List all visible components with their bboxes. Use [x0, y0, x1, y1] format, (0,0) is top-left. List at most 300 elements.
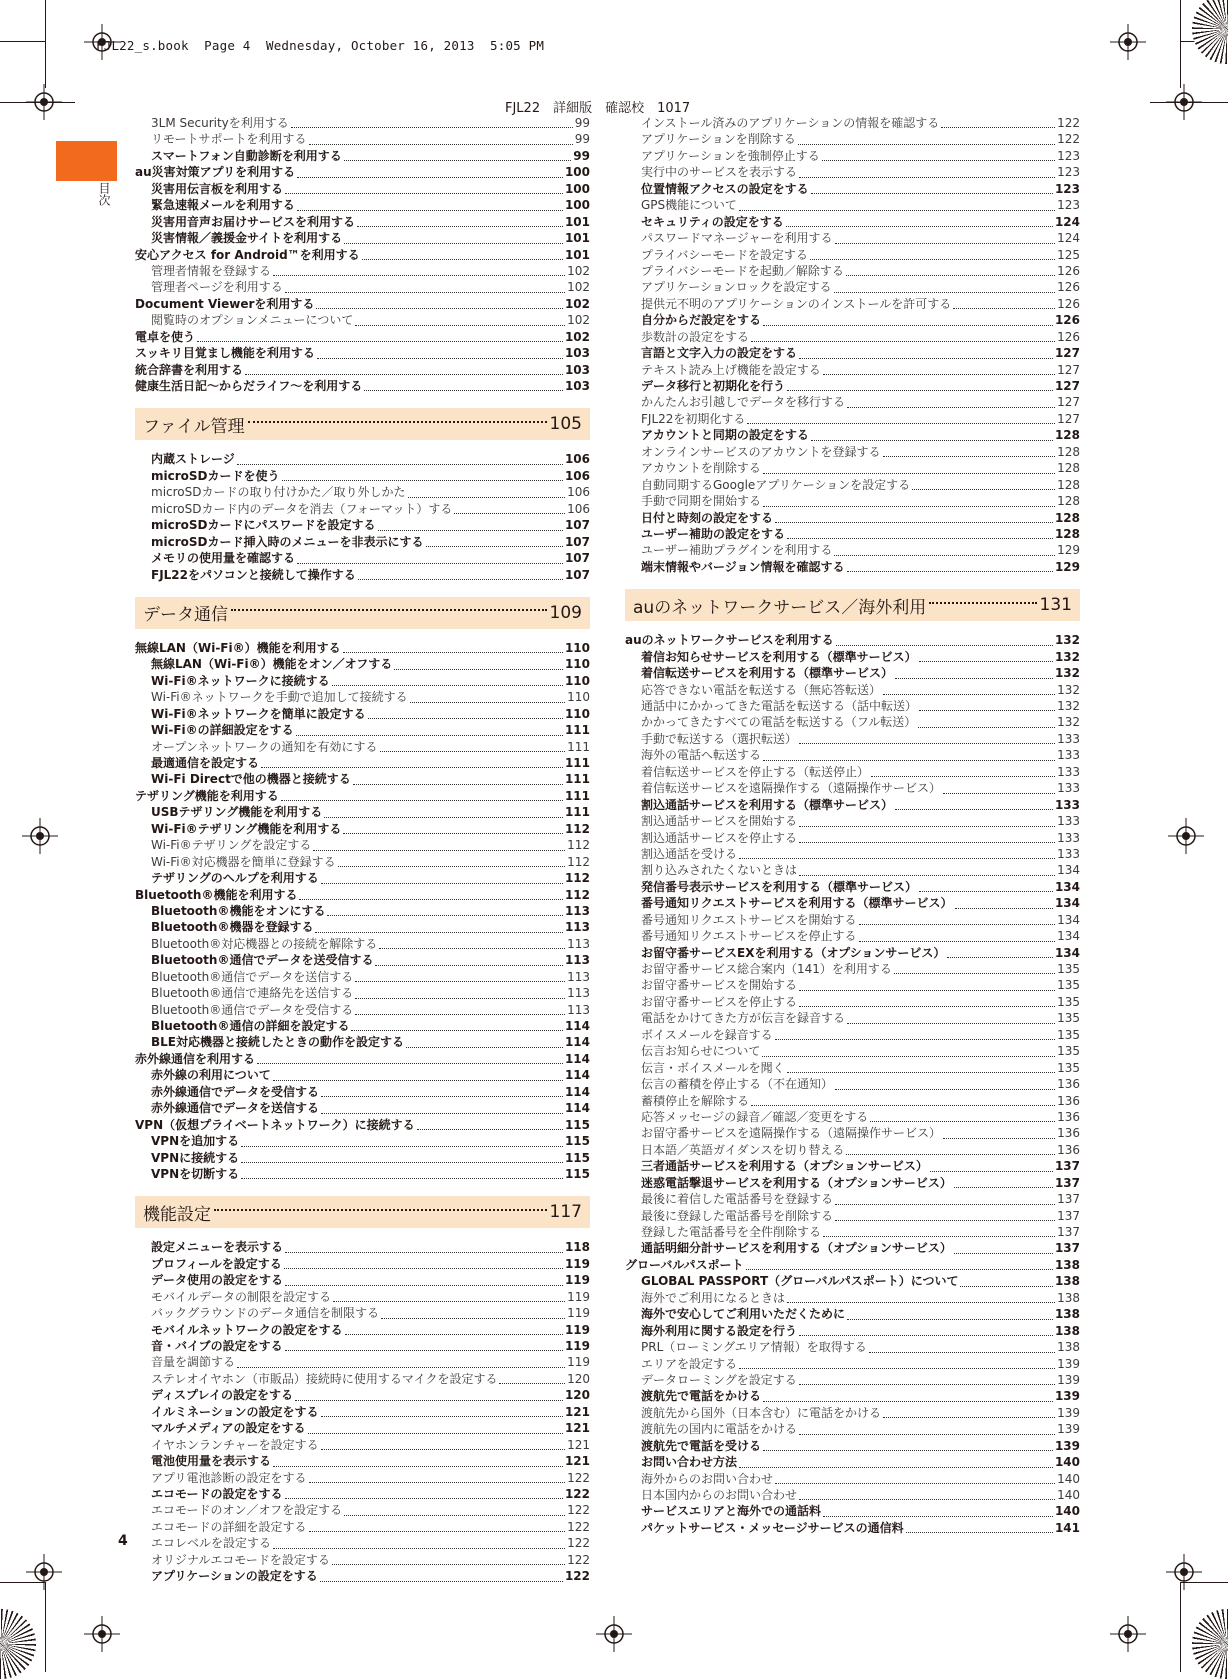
toc-entry-page: 138 — [1054, 1274, 1080, 1289]
toc-entry[interactable] — [625, 1208, 1080, 1224]
dot-leader — [835, 1204, 1055, 1205]
toc-entry[interactable] — [625, 197, 1080, 213]
toc-entry-page: 132 — [1057, 715, 1080, 730]
toc-entry-page: 118 — [564, 1240, 590, 1255]
dot-leader — [953, 308, 1055, 309]
toc-entry-title: 自動同期するGoogleアプリケーションを設定する — [641, 477, 911, 492]
toc-entry[interactable] — [135, 279, 590, 295]
dot-leader — [324, 817, 563, 818]
toc-entry-page: 124 — [1057, 231, 1080, 246]
toc-entry[interactable] — [135, 1051, 590, 1067]
toc-entry-title: 電池使用量を表示する — [151, 1454, 272, 1469]
toc-entry-title: 最適通信を設定する — [151, 756, 260, 770]
toc-entry-title: Document Viewerを利用する — [135, 296, 315, 311]
toc-entry-page: 106 — [567, 485, 590, 500]
toc-entry[interactable] — [135, 952, 590, 968]
toc-entry-page: 135 — [1057, 962, 1080, 976]
toc-entry[interactable] — [625, 1224, 1080, 1240]
toc-entry-title: アプリケーションを強制停止する — [641, 148, 820, 163]
toc-entry[interactable] — [625, 444, 1080, 460]
toc-entry[interactable] — [625, 1043, 1080, 1059]
toc-entry[interactable] — [625, 1010, 1080, 1026]
toc-entry[interactable] — [135, 1289, 590, 1305]
dot-leader — [378, 530, 563, 531]
dot-leader — [883, 1417, 1055, 1418]
toc-entry-page: 100 — [564, 165, 590, 180]
toc-entry[interactable] — [135, 378, 590, 394]
toc-entry[interactable] — [625, 1323, 1080, 1339]
toc-entry-title: ステレオイヤホン（市販品）接続時に使用するマイクを設定する — [151, 1371, 498, 1386]
toc-entry[interactable] — [625, 1421, 1080, 1437]
dot-leader — [883, 456, 1056, 457]
toc-entry[interactable] — [625, 1060, 1080, 1076]
toc-entry-title: BLE対応機器と接続したときの動作を設定する — [151, 1035, 404, 1050]
toc-entry-page: 107 — [564, 534, 590, 549]
dot-leader — [746, 1269, 1053, 1270]
toc-entry[interactable] — [625, 378, 1080, 394]
toc-entry[interactable] — [625, 665, 1080, 681]
section-page: 131 — [1039, 595, 1072, 616]
toc-entry-page: 119 — [564, 1256, 590, 1271]
toc-entry[interactable] — [625, 1109, 1080, 1125]
toc-entry[interactable] — [625, 862, 1080, 878]
toc-entry[interactable] — [135, 919, 590, 935]
toc-entry-page: 115 — [564, 1150, 590, 1165]
toc-entry-page: 128 — [1054, 428, 1080, 443]
toc-entry-title: 渡航先の国内に電話をかける — [641, 1422, 798, 1437]
toc-entry[interactable] — [135, 148, 590, 164]
dot-leader — [870, 1121, 1055, 1122]
toc-entry-title: 応答メッセージの録音／確認／変更をする — [641, 1109, 869, 1124]
toc-entry[interactable] — [625, 945, 1080, 961]
toc-entry-page: 110 — [564, 673, 590, 688]
toc-entry-title: 無線LAN（Wi-Fi®）機能をオン／オフする — [151, 657, 393, 672]
section-heading — [135, 597, 590, 629]
toc-entry[interactable] — [135, 1239, 590, 1255]
dot-leader — [859, 924, 1056, 925]
toc-entry[interactable] — [625, 510, 1080, 526]
toc-entry-page: 101 — [564, 231, 590, 246]
toc-entry-page: 119 — [567, 1289, 590, 1304]
toc-entry[interactable] — [625, 345, 1080, 361]
toc-entry[interactable] — [625, 148, 1080, 164]
toc-entry-title: スマートフォン自動診断を利用する — [151, 148, 342, 163]
toc-entry[interactable] — [625, 797, 1080, 813]
toc-entry-title: 無線LAN（Wi-Fi®）機能を利用する — [135, 640, 341, 655]
toc-entry-title: au災害対策アプリを利用する — [135, 165, 296, 180]
toc-entry[interactable] — [625, 632, 1080, 648]
toc-entry[interactable] — [135, 329, 590, 345]
toc-entry[interactable] — [625, 994, 1080, 1010]
toc-entry[interactable] — [135, 706, 590, 722]
dot-leader — [835, 1089, 1055, 1090]
toc-entry[interactable] — [625, 1240, 1080, 1256]
toc-entry[interactable] — [625, 830, 1080, 846]
toc-entry[interactable] — [135, 1034, 590, 1050]
toc-entry[interactable] — [625, 1356, 1080, 1372]
toc-entry[interactable] — [625, 263, 1080, 279]
toc-entry-page: 115 — [564, 1117, 590, 1132]
toc-entry[interactable] — [135, 722, 590, 738]
toc-entry[interactable] — [625, 747, 1080, 763]
toc-entry[interactable] — [625, 115, 1080, 131]
toc-entry[interactable] — [625, 526, 1080, 542]
toc-entry-page: 126 — [1057, 263, 1080, 278]
toc-entry[interactable] — [135, 1100, 590, 1116]
toc-entry[interactable] — [625, 895, 1080, 911]
toc-entry[interactable] — [135, 1420, 590, 1436]
toc-entry[interactable] — [625, 682, 1080, 698]
toc-entry[interactable] — [625, 542, 1080, 558]
toc-entry[interactable] — [625, 846, 1080, 862]
dot-leader — [231, 609, 547, 611]
dot-leader — [895, 678, 1053, 679]
toc-entry[interactable] — [135, 1117, 590, 1133]
toc-entry[interactable] — [135, 640, 590, 656]
dot-leader — [355, 325, 565, 326]
toc-entry-page: 121 — [564, 1454, 590, 1469]
toc-entry[interactable] — [625, 912, 1080, 928]
dot-leader — [919, 891, 1053, 892]
dot-leader — [379, 948, 565, 949]
dot-leader — [241, 1162, 563, 1163]
toc-entry-title: 災害情報／義援金サイトを利用する — [151, 231, 343, 246]
dot-leader — [410, 702, 565, 703]
toc-entry[interactable] — [135, 181, 590, 197]
toc-entry-page: 127 — [1057, 411, 1080, 426]
dot-leader — [947, 957, 1053, 958]
toc-entry[interactable] — [135, 870, 590, 886]
toc-entry[interactable] — [625, 813, 1080, 829]
toc-entry[interactable] — [135, 1256, 590, 1272]
toc-entry-page: 120 — [564, 1388, 590, 1403]
toc-entry[interactable] — [625, 1257, 1080, 1273]
toc-entry[interactable] — [135, 985, 590, 1001]
toc-entry[interactable] — [135, 1166, 590, 1182]
dot-leader — [381, 1318, 565, 1319]
toc-entry[interactable] — [625, 493, 1080, 509]
toc-entry-page: 121 — [564, 1421, 590, 1436]
toc-entry[interactable] — [135, 567, 590, 583]
toc-entry[interactable] — [625, 1339, 1080, 1355]
toc-entry[interactable] — [625, 1142, 1080, 1158]
dot-leader — [333, 1301, 565, 1302]
toc-entry-page: 115 — [564, 1134, 590, 1149]
toc-entry-title: 位置情報アクセスの設定をする — [641, 181, 809, 196]
toc-entry[interactable] — [625, 181, 1080, 197]
toc-entry[interactable] — [625, 977, 1080, 993]
toc-entry[interactable] — [135, 1322, 590, 1338]
toc-entry[interactable] — [625, 1093, 1080, 1109]
toc-entry[interactable] — [135, 1133, 590, 1149]
toc-entry[interactable] — [625, 1520, 1080, 1536]
toc-entry-title: かかってきたすべての電話を転送する（フル転送） — [641, 715, 917, 730]
toc-entry-title: お留守番サービスを遠隔操作する（遠隔操作サービス） — [641, 1126, 942, 1141]
toc-entry[interactable] — [625, 714, 1080, 730]
dot-leader — [930, 1171, 1053, 1172]
toc-entry[interactable] — [135, 345, 590, 361]
dot-leader — [943, 1138, 1055, 1139]
toc-entry[interactable] — [135, 164, 590, 180]
dot-leader — [417, 1129, 563, 1130]
toc-entry[interactable] — [135, 1453, 590, 1469]
toc-entry[interactable] — [135, 1272, 590, 1288]
toc-entry[interactable] — [625, 1405, 1080, 1421]
toc-entry-page: 132 — [1054, 666, 1080, 681]
toc-entry[interactable] — [135, 788, 590, 804]
toc-entry-page: 119 — [564, 1322, 590, 1337]
toc-entry-page: 103 — [564, 346, 590, 361]
toc-entry-page: 114 — [564, 1101, 590, 1116]
toc-entry[interactable] — [625, 460, 1080, 476]
dot-leader — [351, 1030, 562, 1031]
toc-entry[interactable] — [625, 698, 1080, 714]
toc-entry-page: 122 — [567, 1470, 590, 1485]
toc-entry-page: 103 — [564, 379, 590, 393]
toc-entry-page: 113 — [567, 936, 590, 951]
toc-entry-title: 海外で安心してご利用いただくために — [641, 1307, 846, 1322]
toc-entry-title: スッキリ目覚まし機能を利用する — [135, 346, 315, 361]
toc-entry-title: Bluetooth®対応機器との接続を解除する — [151, 936, 378, 951]
toc-entry[interactable] — [135, 214, 590, 230]
toc-entry[interactable] — [625, 764, 1080, 780]
toc-entry[interactable] — [135, 1018, 590, 1034]
toc-entry[interactable] — [135, 1502, 590, 1518]
toc-entry[interactable] — [625, 1438, 1080, 1454]
toc-entry[interactable] — [625, 230, 1080, 246]
toc-entry[interactable] — [135, 501, 590, 517]
toc-entry[interactable] — [135, 739, 590, 755]
toc-entry-page: 125 — [1057, 247, 1080, 262]
toc-entry[interactable] — [135, 821, 590, 837]
toc-entry-title: インストール済みのアプリケーションの情報を確認する — [641, 116, 940, 130]
toc-entry[interactable] — [625, 1487, 1080, 1503]
toc-entry[interactable] — [625, 1158, 1080, 1174]
dot-leader — [763, 325, 1053, 326]
toc-entry[interactable] — [135, 837, 590, 853]
toc-entry-page: 102 — [567, 263, 590, 278]
toc-entry-page: 110 — [567, 690, 590, 705]
dot-leader — [362, 259, 563, 260]
toc-entry[interactable] — [135, 1354, 590, 1370]
dot-leader — [799, 1384, 1055, 1385]
toc-entry-title: 海外でご利用になるときは — [641, 1290, 786, 1305]
toc-entry[interactable] — [625, 296, 1080, 312]
toc-entry[interactable] — [135, 131, 590, 147]
toc-entry-page: 128 — [1054, 526, 1080, 541]
toc-entry-page: 107 — [564, 518, 590, 533]
toc-entry[interactable] — [625, 247, 1080, 263]
toc-entry[interactable] — [135, 247, 590, 263]
dot-leader — [895, 809, 1053, 810]
toc-entry[interactable] — [135, 230, 590, 246]
toc-entry[interactable] — [135, 1568, 590, 1584]
toc-entry-title: アプリケーションを削除する — [641, 132, 796, 147]
dot-leader — [739, 858, 1055, 859]
toc-entry[interactable] — [135, 115, 590, 131]
toc-entry[interactable] — [625, 928, 1080, 944]
toc-entry[interactable] — [625, 312, 1080, 328]
toc-entry[interactable] — [135, 656, 590, 672]
toc-entry[interactable] — [625, 1076, 1080, 1092]
toc-entry-page: 136 — [1057, 1126, 1080, 1141]
dot-leader — [799, 1335, 1053, 1336]
toc-entry[interactable] — [135, 755, 590, 771]
toc-entry-page: 100 — [564, 198, 590, 213]
dot-leader — [847, 1319, 1053, 1320]
toc-entry[interactable] — [135, 1552, 590, 1568]
toc-entry-title: エリアを設定する — [641, 1356, 738, 1371]
toc-entry[interactable] — [135, 1404, 590, 1420]
toc-entry[interactable] — [135, 517, 590, 533]
toc-entry[interactable] — [625, 1191, 1080, 1207]
toc-entry[interactable] — [135, 451, 590, 467]
dot-leader — [321, 883, 563, 884]
dot-leader — [309, 1482, 566, 1483]
toc-entry-title: 割込通話サービスを利用する（標準サービス） — [641, 797, 894, 812]
toc-entry[interactable] — [135, 1535, 590, 1551]
toc-entry[interactable] — [135, 854, 590, 870]
toc-entry[interactable] — [625, 1125, 1080, 1141]
toc-entry[interactable] — [625, 731, 1080, 747]
toc-entry[interactable] — [625, 329, 1080, 345]
toc-entry[interactable] — [135, 1150, 590, 1166]
toc-entry[interactable] — [625, 1027, 1080, 1043]
toc-entry[interactable] — [625, 279, 1080, 295]
toc-entry[interactable] — [625, 1471, 1080, 1487]
toc-entry[interactable] — [135, 1002, 590, 1018]
toc-entry[interactable] — [135, 362, 590, 378]
toc-entry[interactable] — [135, 1486, 590, 1502]
toc-entry[interactable] — [135, 1371, 590, 1387]
toc-entry-title: データローミングを設定する — [641, 1372, 797, 1387]
toc-entry-title: 番号通知リクエストサービスを利用する（標準サービス） — [641, 896, 953, 911]
toc-entry[interactable] — [135, 1305, 590, 1321]
chapter-tab — [56, 141, 117, 181]
toc-entry[interactable] — [625, 1388, 1080, 1404]
toc-entry-page: 122 — [564, 1486, 590, 1501]
toc-entry[interactable] — [135, 312, 590, 328]
toc-entry-page: 119 — [564, 1339, 590, 1353]
toc-entry[interactable] — [625, 649, 1080, 665]
toc-entry[interactable] — [625, 427, 1080, 443]
toc-entry[interactable] — [625, 394, 1080, 410]
toc-entry[interactable] — [625, 1503, 1080, 1519]
toc-entry[interactable] — [135, 1437, 590, 1453]
dot-leader — [763, 760, 1055, 761]
dot-leader — [787, 538, 1053, 539]
toc-entry[interactable] — [625, 1290, 1080, 1306]
toc-entry[interactable] — [135, 969, 590, 985]
toc-entry-page: 114 — [564, 1068, 590, 1083]
toc-entry-title: FJL22を初期化する — [641, 411, 746, 426]
toc-entry-page: 102 — [564, 329, 590, 344]
toc-entry[interactable] — [135, 197, 590, 213]
toc-entry-page: 132 — [1057, 682, 1080, 697]
toc-entry[interactable] — [135, 1338, 590, 1354]
toc-entry[interactable] — [135, 1470, 590, 1486]
toc-entry[interactable] — [135, 903, 590, 919]
toc-entry[interactable] — [625, 1273, 1080, 1289]
dot-leader — [954, 1253, 1053, 1254]
dot-leader — [327, 915, 562, 916]
toc-entry-title: 渡航先で電話をかける — [641, 1389, 762, 1404]
toc-entry[interactable] — [135, 804, 590, 820]
toc-entry[interactable] — [625, 1175, 1080, 1191]
toc-entry-title: 健康生活日記〜からだライフ〜を利用する — [135, 379, 363, 393]
section-heading — [625, 589, 1080, 621]
toc-entry-page: 106 — [564, 452, 590, 467]
toc-entry[interactable] — [625, 164, 1080, 180]
toc-entry[interactable] — [135, 1519, 590, 1535]
toc-entry[interactable] — [135, 1084, 590, 1100]
toc-entry-title: 登録した電話番号を全件削除する — [641, 1225, 822, 1239]
toc-entry[interactable] — [135, 263, 590, 279]
dot-leader — [273, 275, 565, 276]
toc-entry-page: 128 — [1057, 494, 1080, 509]
toc-entry-page: 138 — [1054, 1323, 1080, 1338]
toc-entry-title: microSDカードにパスワードを設定する — [151, 518, 376, 533]
toc-entry-title: お問い合わせ方法 — [641, 1455, 738, 1470]
toc-entry-page: 135 — [1057, 994, 1080, 1009]
toc-entry-page: 99 — [574, 116, 590, 130]
section-title: auのネットワークサービス／海外利用 — [633, 597, 927, 618]
toc-entry[interactable] — [625, 559, 1080, 575]
toc-entry-title: Wi-Fi®ネットワークを手動で追加して接続する — [151, 690, 408, 705]
dot-leader — [775, 522, 1053, 523]
toc-entry[interactable] — [625, 131, 1080, 147]
toc-entry[interactable] — [625, 1306, 1080, 1322]
toc-entry[interactable] — [135, 534, 590, 550]
dot-leader — [499, 1383, 565, 1384]
toc-entry[interactable] — [135, 1067, 590, 1083]
toc-entry[interactable] — [625, 961, 1080, 977]
dot-leader — [297, 177, 563, 178]
toc-entry-title: 最後に登録した電話番号を削除する — [641, 1208, 834, 1223]
toc-entry-title: 割込通話サービスを開始する — [641, 814, 798, 829]
toc-entry[interactable] — [135, 887, 590, 903]
toc-entry[interactable] — [625, 411, 1080, 427]
dot-leader — [835, 1220, 1055, 1221]
toc-entry[interactable] — [135, 936, 590, 952]
toc-entry[interactable] — [625, 477, 1080, 493]
toc-entry-title: 言語と文字入力の設定をする — [641, 346, 798, 361]
dot-leader — [368, 718, 563, 719]
dot-leader — [297, 563, 563, 564]
toc-entry[interactable] — [135, 484, 590, 500]
toc-entry[interactable] — [135, 296, 590, 312]
toc-entry-title: ディスプレイの設定をする — [151, 1388, 293, 1403]
toc-entry[interactable] — [135, 468, 590, 484]
toc-entry[interactable] — [625, 362, 1080, 378]
toc-entry-title: 音量を調節する — [151, 1355, 236, 1370]
toc-entry[interactable] — [135, 689, 590, 705]
toc-entry[interactable] — [135, 771, 590, 787]
toc-entry-title: 迷惑電話撃退サービスを利用する（オプションサービス） — [641, 1175, 952, 1190]
toc-entry[interactable] — [135, 673, 590, 689]
toc-entry[interactable] — [625, 1372, 1080, 1388]
toc-entry[interactable] — [625, 879, 1080, 895]
toc-entry[interactable] — [625, 214, 1080, 230]
dot-leader — [291, 127, 573, 128]
toc-entry-title: 発信番号表示サービスを利用する（標準サービス） — [641, 879, 918, 894]
toc-entry-page: 113 — [564, 903, 590, 918]
toc-entry[interactable] — [135, 1387, 590, 1403]
toc-entry[interactable] — [135, 550, 590, 566]
toc-entry[interactable] — [625, 780, 1080, 796]
toc-entry[interactable] — [625, 1454, 1080, 1470]
toc-entry-title: お留守番サービス総合案内（141）を利用する — [641, 962, 892, 976]
